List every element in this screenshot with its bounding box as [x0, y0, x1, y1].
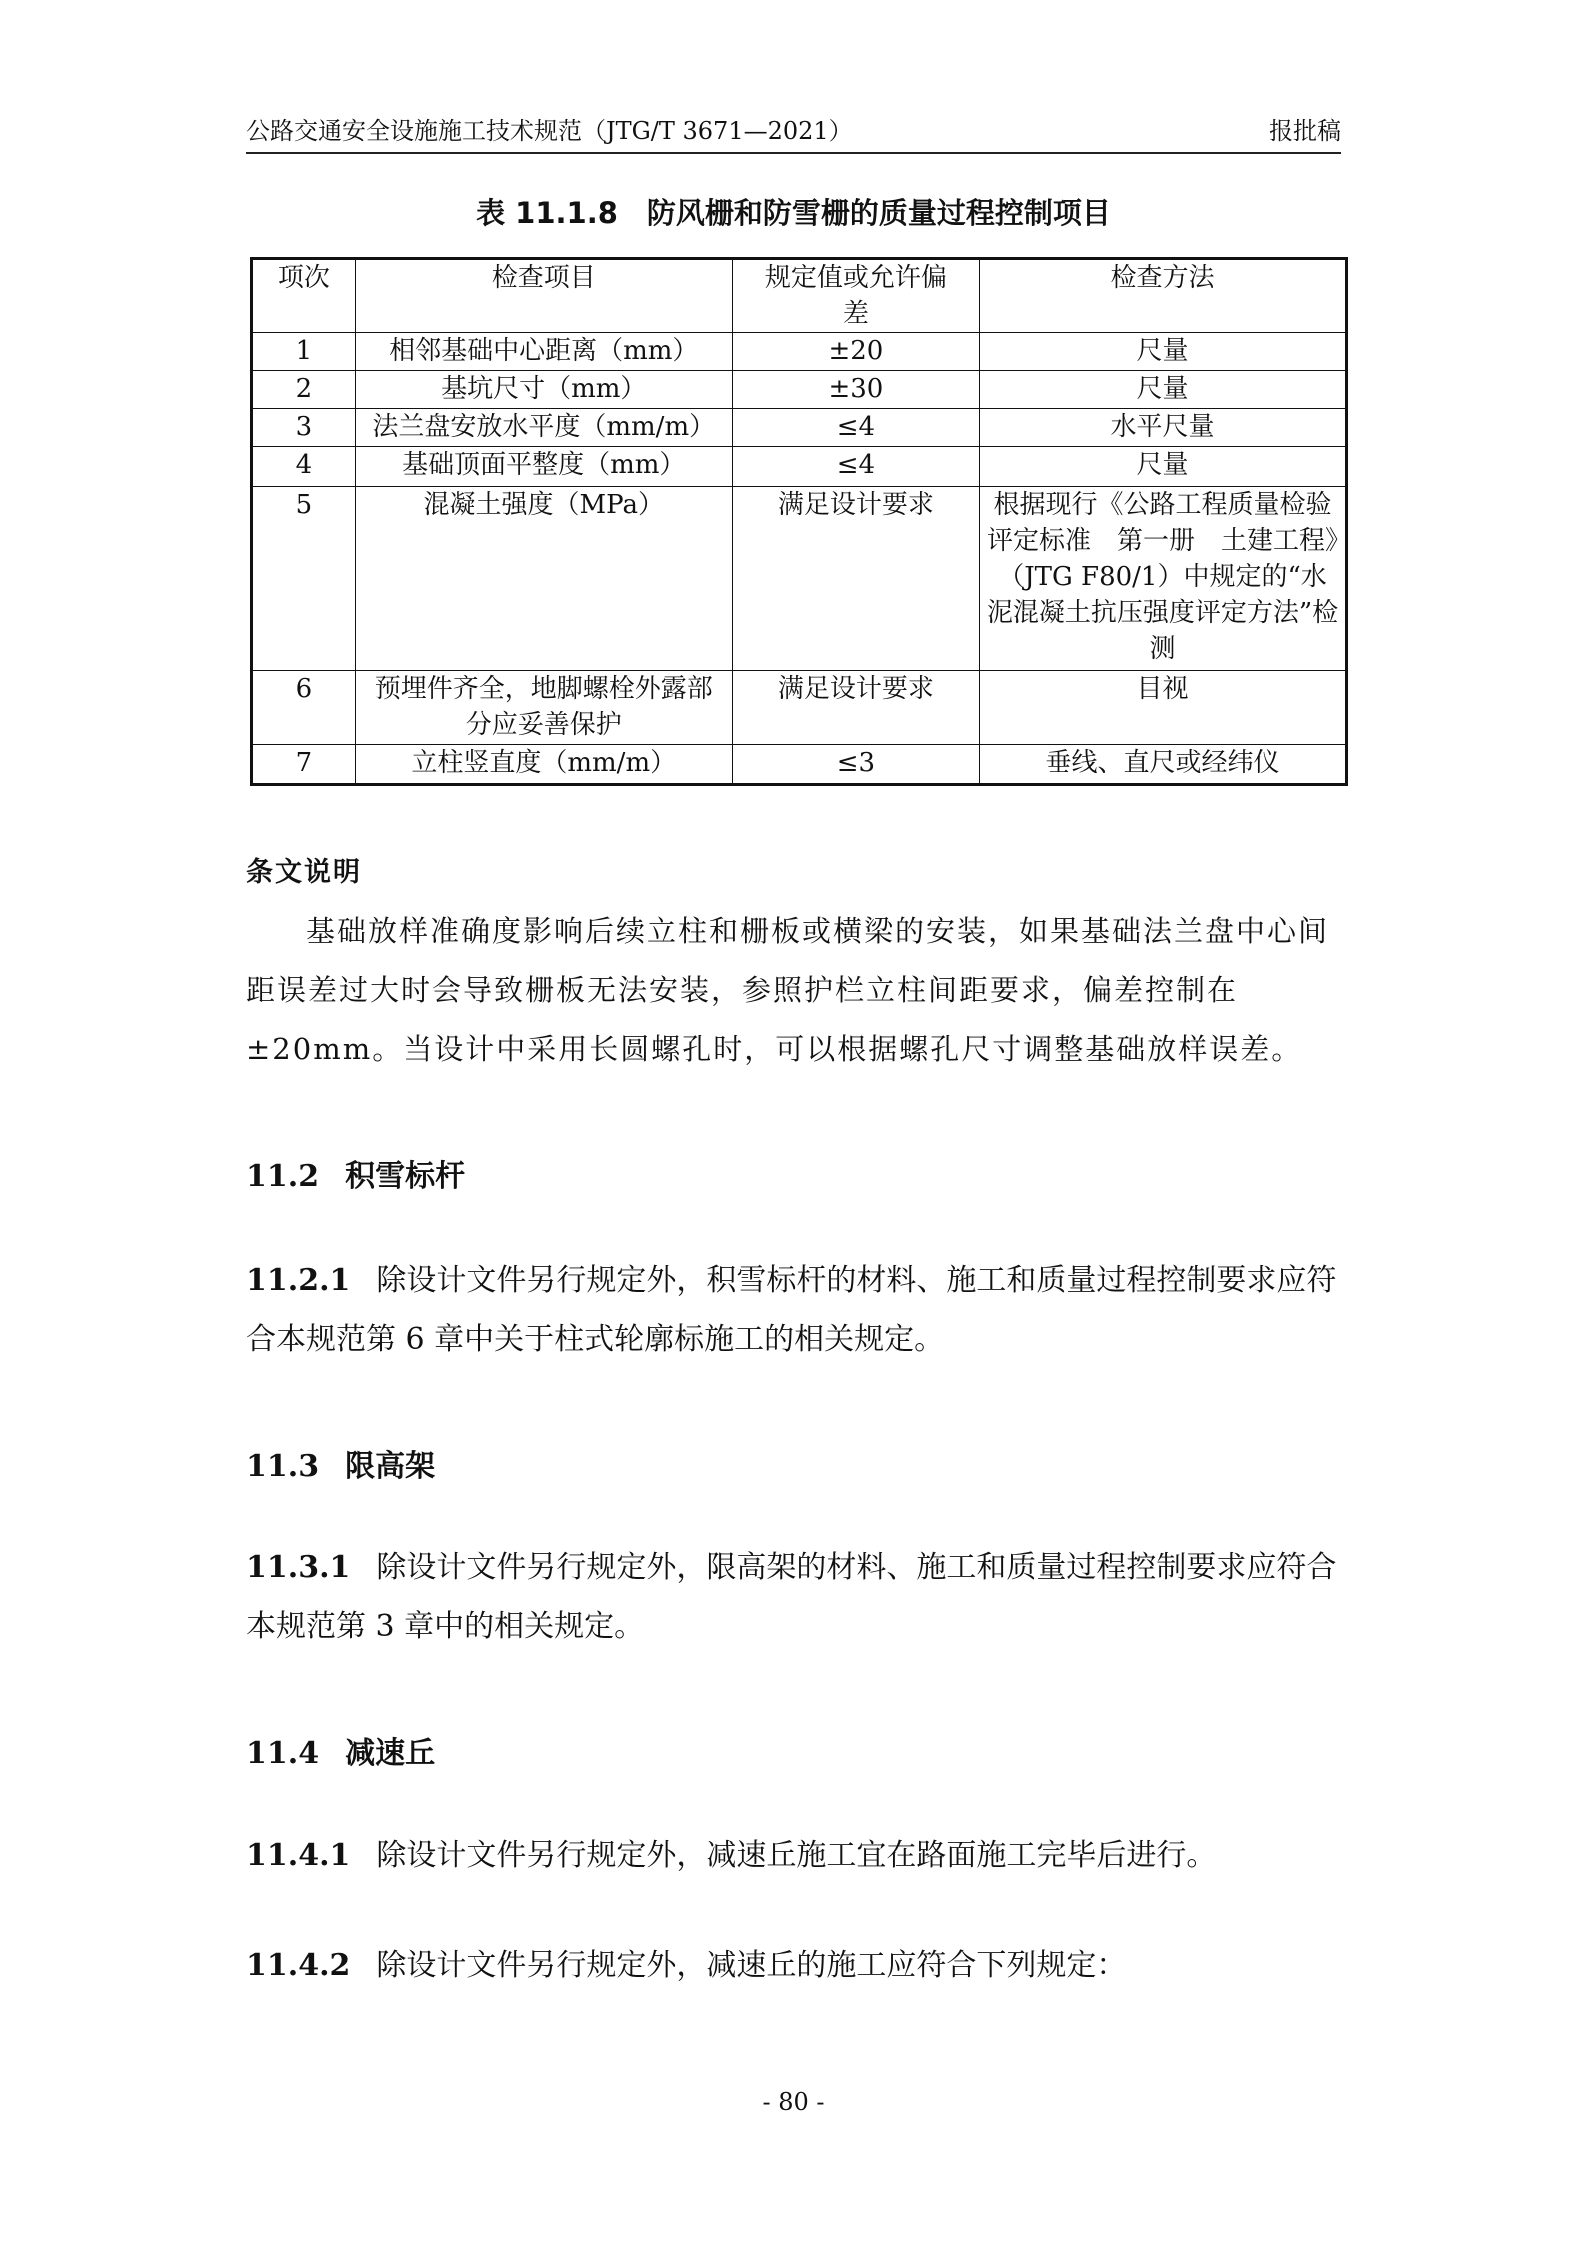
- clause-paragraph: [246, 1826, 1353, 1885]
- check-item: 基础顶面平整度（mm）: [355, 447, 732, 487]
- check-method: 水平尺量: [980, 409, 1347, 447]
- column-header: 项次: [252, 259, 356, 333]
- running-header: [246, 112, 1341, 154]
- table-row: [252, 333, 1347, 371]
- page-number: - 80 -: [762, 2088, 825, 2116]
- section-title: 限高架: [345, 1449, 436, 1484]
- column-header: 检查方法: [980, 259, 1347, 333]
- table-row: [252, 371, 1347, 409]
- clause-number: 11.3.1: [246, 1550, 351, 1585]
- check-item: 基坑尺寸（mm）: [355, 371, 732, 409]
- section-heading: [246, 1441, 435, 1485]
- header-title: 公路交通安全设施施工技术规范（JTG/T 3671—2021）: [246, 117, 853, 145]
- allowed-value: ≤4: [732, 447, 979, 487]
- section-number: 11.2: [246, 1159, 320, 1194]
- allowed-value: ±20: [732, 333, 979, 371]
- allowed-value: ±30: [732, 371, 979, 409]
- check-item: 相邻基础中心距离（mm）: [355, 333, 732, 371]
- check-item: 立柱竖直度（mm/m）: [355, 745, 732, 785]
- commentary-paragraph: 基础放样准确度影响后续立柱和栅板或横梁的安装，如果基础法兰盘中心间距误差过大时会导致栅板无法安装，参照护栏立柱间距要求，偏差控制在±20mm。当设计中采用长圆螺孔时，可以根据螺孔尺寸调整基础放样误差。: [246, 914, 1330, 1066]
- column-header: 检查项目: [355, 259, 732, 333]
- allowed-value: 满足设计要求: [732, 671, 979, 745]
- clause-paragraph: [246, 1538, 1353, 1656]
- table-row: [252, 409, 1347, 447]
- check-method: 垂线、直尺或经纬仪: [980, 745, 1347, 785]
- row-number: 2: [252, 371, 356, 409]
- check-method: 尺量: [980, 333, 1347, 371]
- row-number: 1: [252, 333, 356, 371]
- section-title: 积雪标杆: [345, 1159, 466, 1194]
- check-item: 法兰盘安放水平度（mm/m）: [355, 409, 732, 447]
- clause-number: 11.4.1: [246, 1838, 351, 1873]
- table-row: [252, 671, 1347, 745]
- table-header-row: [252, 259, 1347, 333]
- check-item: 预埋件齐全，地脚螺栓外露部分应妥善保护: [355, 671, 732, 745]
- check-method: 尺量: [980, 371, 1347, 409]
- table-title: 表 11.1.8 防风栅和防雪栅的质量过程控制项目: [476, 196, 1111, 230]
- clause-paragraph: [246, 1936, 1353, 1995]
- table-row: [252, 447, 1347, 487]
- row-number: 5: [252, 487, 356, 671]
- table-row: [252, 487, 1347, 671]
- section-title: 减速丘: [345, 1736, 436, 1771]
- quality-control-table: [250, 257, 1348, 786]
- row-number: 7: [252, 745, 356, 785]
- check-method: 目视: [980, 671, 1347, 745]
- row-number: 6: [252, 671, 356, 745]
- check-item: 混凝土强度（MPa）: [355, 487, 732, 671]
- clause-text: 除设计文件另行规定外，减速丘的施工应符合下列规定：: [376, 1948, 1127, 1983]
- row-number: 4: [252, 447, 356, 487]
- clause-text: 除设计文件另行规定外，减速丘施工宜在路面施工完毕后进行。: [376, 1838, 1217, 1873]
- allowed-value: ≤4: [732, 409, 979, 447]
- table-row: [252, 745, 1347, 785]
- check-method: 尺量: [980, 447, 1347, 487]
- row-number: 3: [252, 409, 356, 447]
- section-heading: [246, 1151, 465, 1195]
- clause-paragraph: [246, 1251, 1353, 1369]
- header-status: 报批稿: [1269, 117, 1341, 145]
- section-number: 11.4: [246, 1736, 320, 1771]
- commentary-label: 条文说明: [246, 857, 362, 888]
- clause-text: 除设计文件另行规定外，限高架的材料、施工和质量过程控制要求应符合本规范第 3 章中的相关规定。: [246, 1550, 1337, 1644]
- check-method: 根据现行《公路工程质量检验评定标准 第一册 土建工程》（JTG F80/1）中规定的“水泥混凝土抗压强度评定方法”检测: [980, 487, 1347, 671]
- allowed-value: 满足设计要求: [732, 487, 979, 671]
- column-header: 规定值或允许偏差: [732, 259, 979, 333]
- allowed-value: ≤3: [732, 745, 979, 785]
- section-number: 11.3: [246, 1449, 320, 1484]
- clause-text: 除设计文件另行规定外，积雪标杆的材料、施工和质量过程控制要求应符合本规范第 6 章中关于柱式轮廓标施工的相关规定。: [246, 1263, 1337, 1357]
- clause-number: 11.2.1: [246, 1263, 351, 1298]
- clause-number: 11.4.2: [246, 1948, 351, 1983]
- section-heading: [246, 1728, 435, 1772]
- commentary-text: [246, 902, 1353, 1079]
